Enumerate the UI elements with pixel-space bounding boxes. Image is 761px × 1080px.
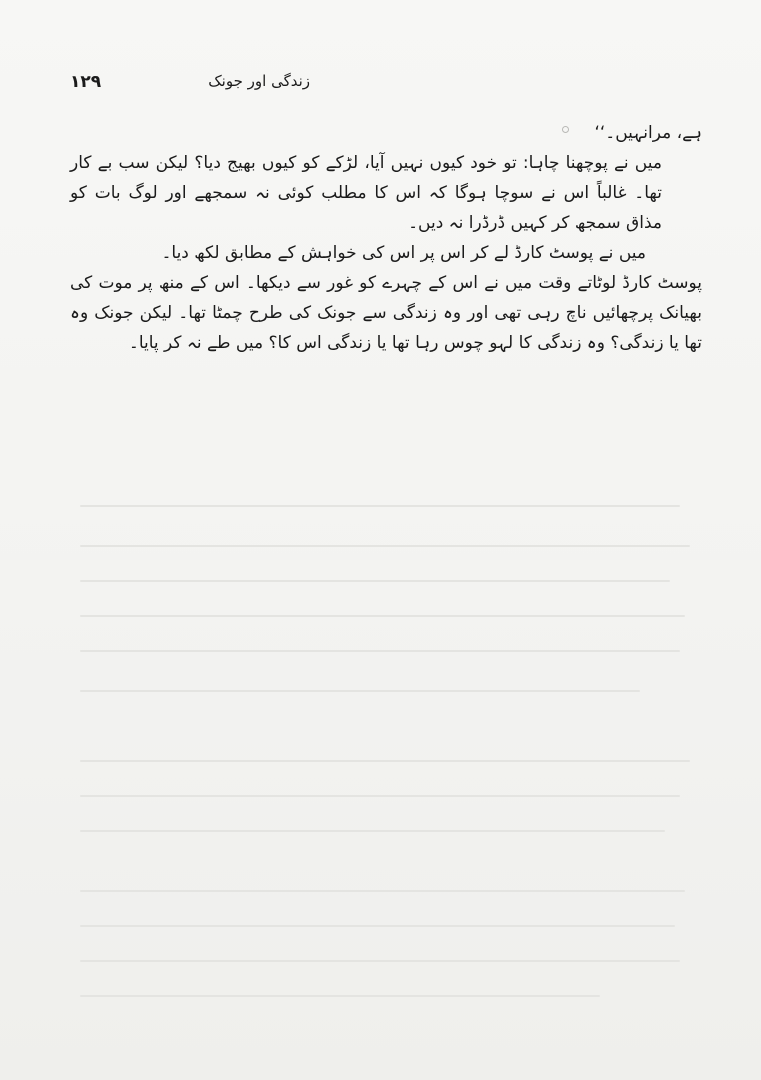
- running-head: [70, 72, 310, 96]
- show-through-line: [80, 615, 685, 617]
- paragraph-4: پوسٹ کارڈ لوٹاتے وقت میں نے اس کے چہرے کو غور سے دیکھا۔ اس کے منھ پر موت کی بھیانک پرچھائیں ناچ رہی تھی اور وہ زندگی سے جونک کی طرح چمٹا تھا۔ لیکن جونک وہ تھا یا زندگی؟ وہ زندگی کا لہو چوس رہا تھا یا زندگی اس کا؟ میں طے نہ کر پایا۔: [70, 273, 702, 353]
- page-number: ۱۲۹: [70, 72, 102, 92]
- show-through-line: [80, 505, 680, 507]
- paragraph-1: ہے، مرانہیں۔‘‘: [594, 123, 702, 143]
- show-through-line: [80, 650, 680, 652]
- show-through-line: [80, 890, 685, 892]
- paragraph-2: میں نے پوچھنا چاہا: تو خود کیوں نہیں آیا، لڑکے کو کیوں بھیج دیا؟ لیکن سب بے کار تھا۔ غالباً اس نے سوچا ہوگا کہ اس کا مطلب کوئی نہ سمجھے اور لوگ بات کو مذاق سمجھ کر کہیں ڈرڈرا نہ دیں۔: [70, 153, 662, 233]
- show-through-line: [80, 995, 600, 997]
- running-title: زندگی اور جونک: [208, 72, 310, 90]
- show-through-line: [80, 830, 665, 832]
- paragraph-3: میں نے پوسٹ کارڈ لے کر اس پر اس کی خواہش کے مطابق لکھ دیا۔: [161, 243, 646, 263]
- show-through-line: [80, 580, 670, 582]
- show-through-line: [80, 795, 680, 797]
- show-through-line: [80, 545, 690, 547]
- body-text: [70, 118, 702, 358]
- show-through-line: [80, 690, 640, 692]
- show-through-line: [80, 925, 675, 927]
- show-through-line: [80, 960, 680, 962]
- show-through-line: [80, 760, 690, 762]
